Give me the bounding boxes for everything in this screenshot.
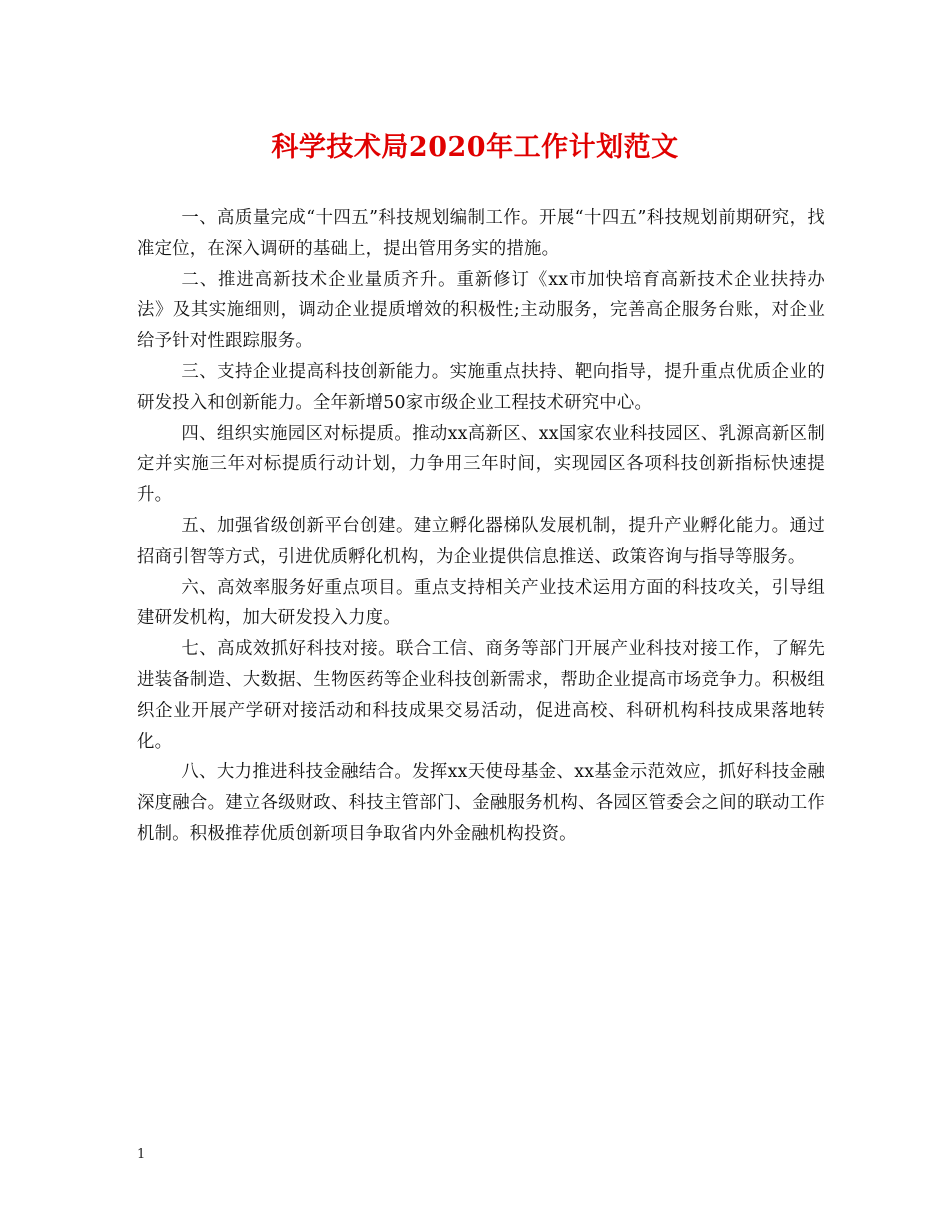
paragraph-8: 八、大力推进科技金融结合。发挥xx天使母基金、xx基金示范效应，抓好科技金融深度融合。建立各级财政、科技主管部门、金融服务机构、各园区管委会之间的联动工作机制。积极推荐优质创新项目争取省内外金融机构投资。 [137, 762, 825, 844]
paragraph-3: 三、支持企业提高科技创新能力。实施重点扶持、靶向指导，提升重点优质企业的研发投入和创新能力。全年新增50家市级企业工程技术研究中心。 [137, 361, 825, 413]
document-body [137, 203, 825, 850]
paragraph-4: 四、组织实施园区对标提质。推动xx高新区、xx国家农业科技园区、乳源高新区制定并实施三年对标提质行动计划，力争用三年时间，实现园区各项科技创新指标快速提升。 [137, 423, 825, 506]
paragraph-7: 七、高成效抓好科技对接。联合工信、商务等部门开展产业科技对接工作，了解先进装备制造、大数据、生物医药等企业科技创新需求，帮助企业提高市场竞争力。积极组织企业开展产学研对接活动和科技成果交易活动，促进高校、科研机构科技成果落地转化。 [137, 639, 825, 752]
paragraph-1: 一、高质量完成“十四五”科技规划编制工作。开展“十四五”科技规划前期研究，找准定位，在深入调研的基础上，提出管用务实的措施。 [137, 208, 825, 259]
document-title: 科学技术局2020年工作计划范文 [271, 132, 679, 163]
page-number: 1 [137, 1147, 146, 1162]
paragraph-6: 六、高效率服务好重点项目。重点支持相关产业技术运用方面的科技攻关，引导组建研发机构，加大研发投入力度。 [137, 577, 825, 629]
paragraph-2: 二、推进高新技术企业量质齐升。重新修订《xx市加快培育高新技术企业扶持办法》及其实施细则，调动企业提质增效的积极性;主动服务，完善高企服务台账，对企业给予针对性跟踪服务。 [137, 269, 825, 352]
paragraph-5: 五、加强省级创新平台创建。建立孵化器梯队发展机制，提升产业孵化能力。通过招商引智等方式，引进优质孵化机构，为企业提供信息推送、政策咨询与指导等服务。 [137, 515, 825, 567]
